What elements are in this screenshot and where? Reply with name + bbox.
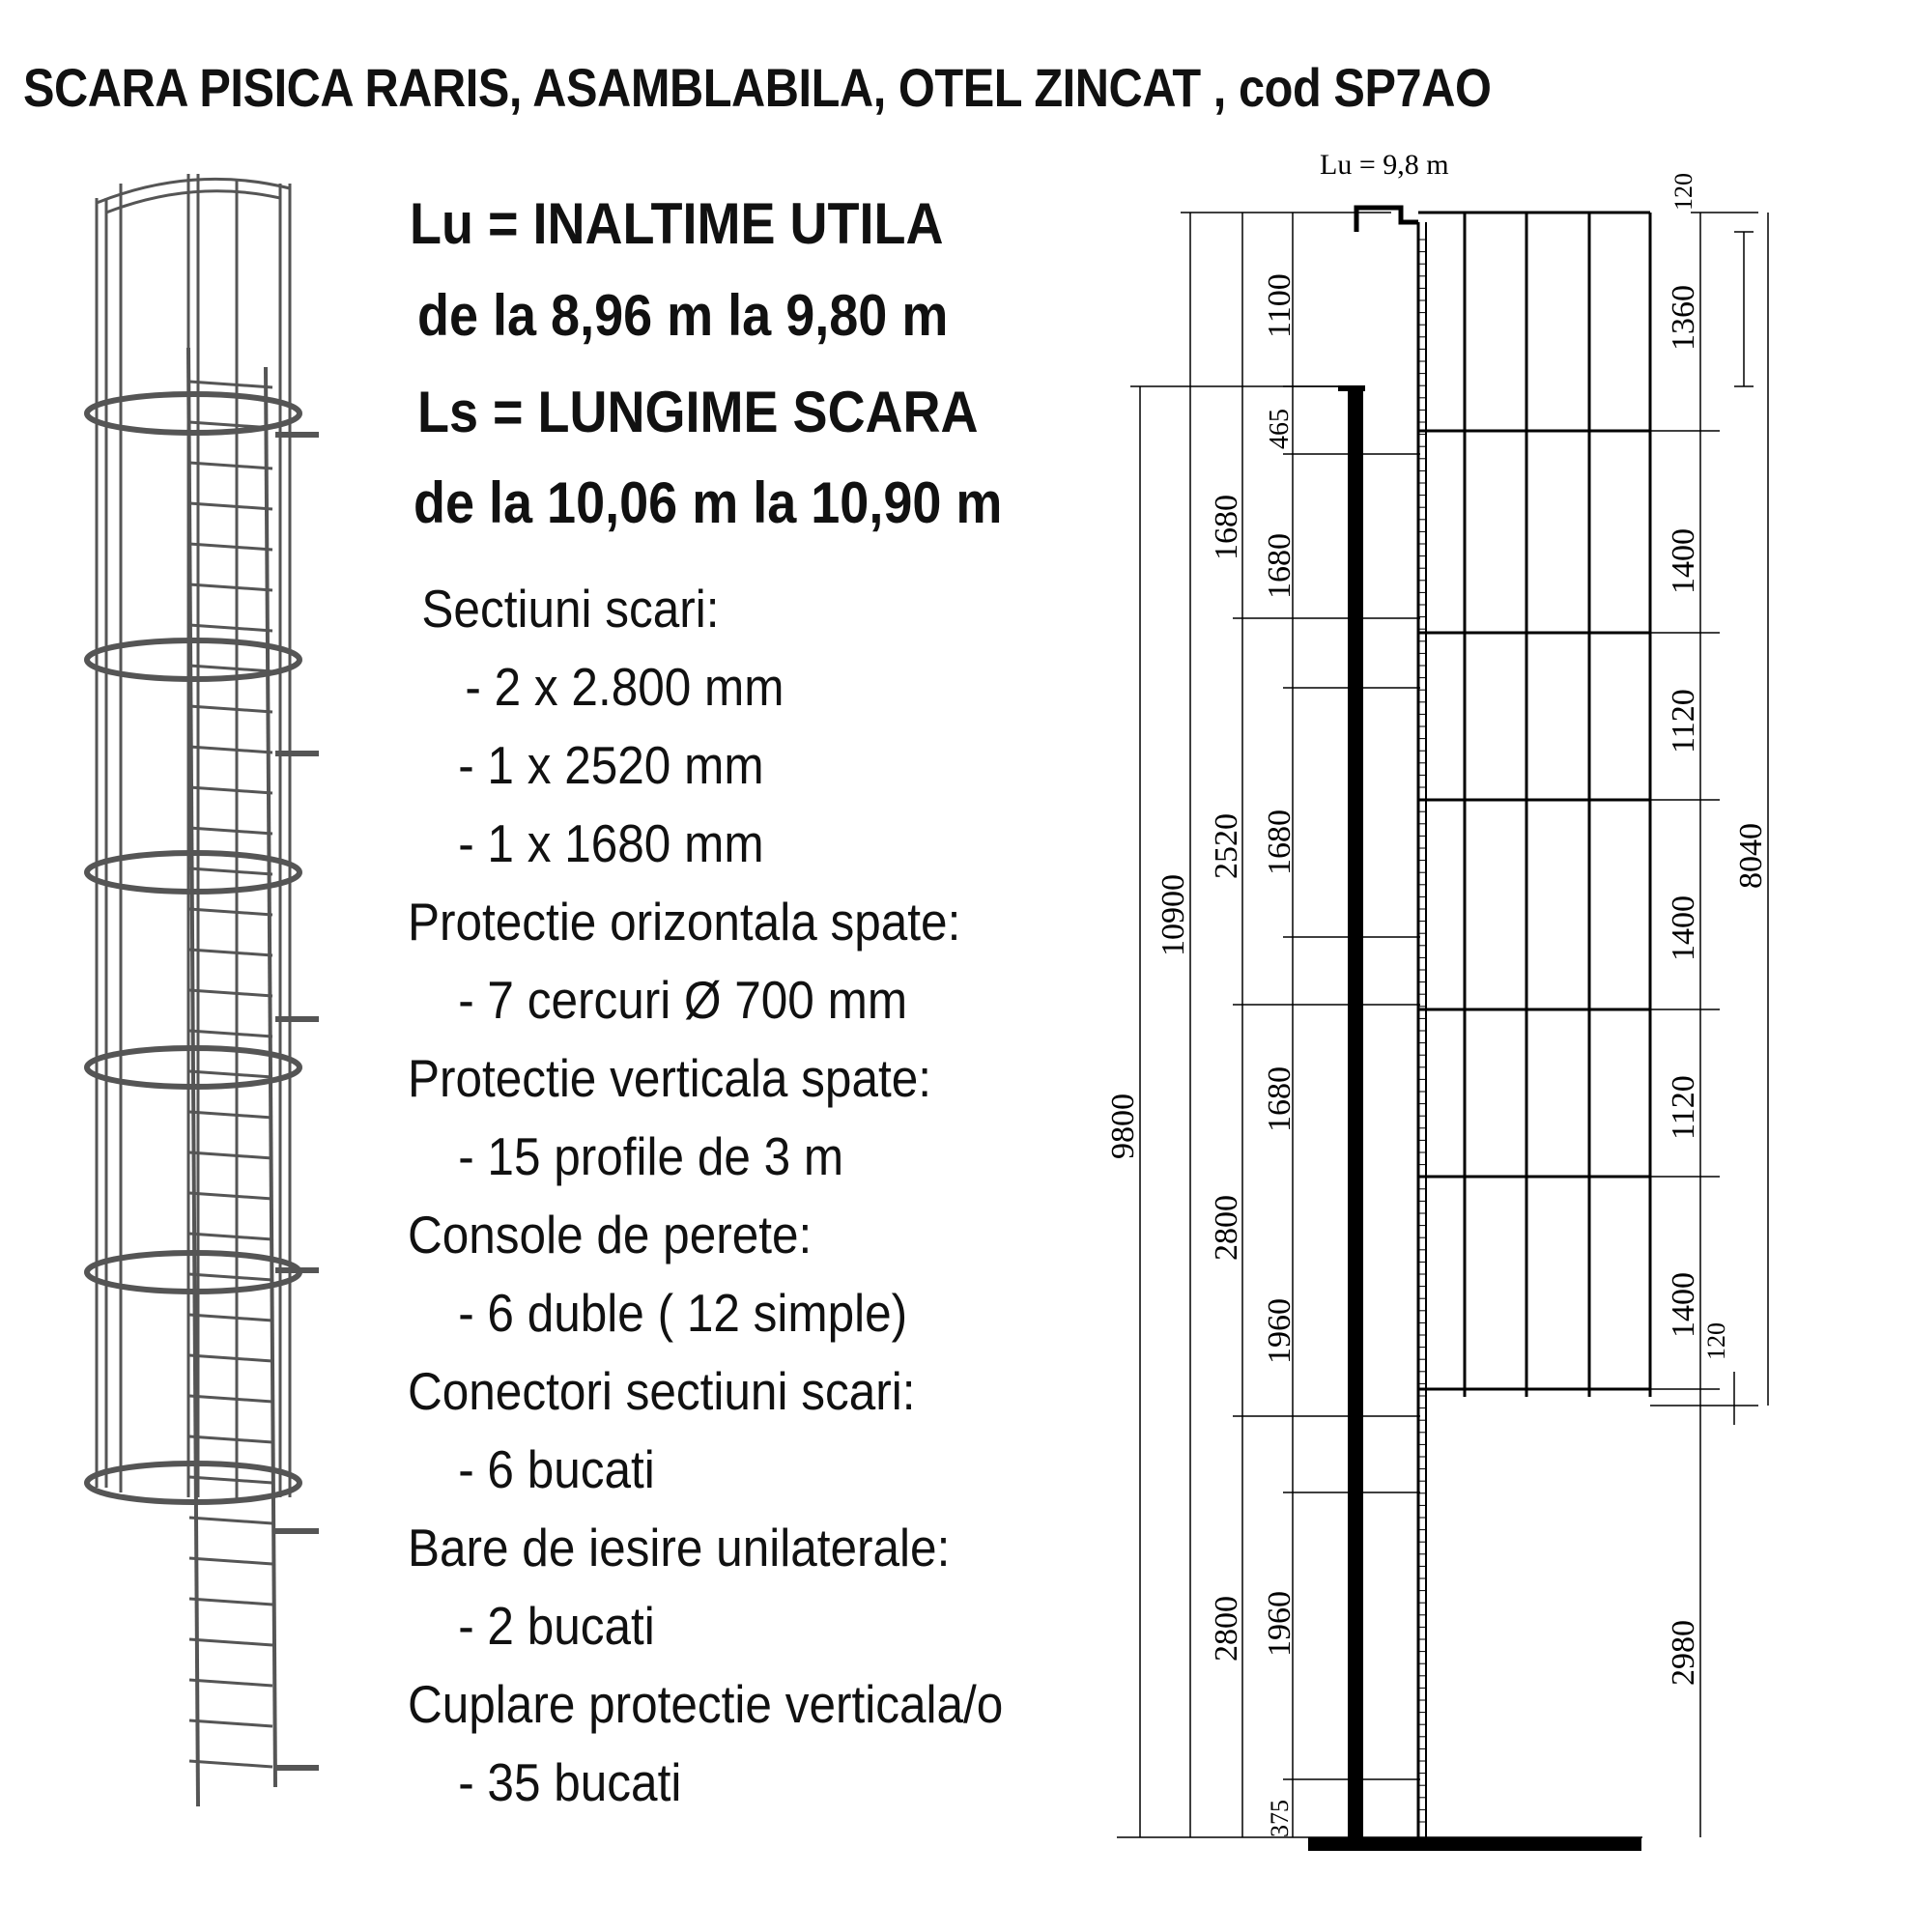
lu-label: Lu = 9,8 m: [1320, 149, 1449, 181]
dim-top-1100: 1100: [1262, 273, 1298, 338]
spec-heading: Bare de iesire unilaterale:: [408, 1518, 951, 1577]
dim-total-length: 10900: [1155, 874, 1191, 956]
spec-item: - 6 bucati: [458, 1439, 655, 1499]
spec-heading: Protectie verticala spate:: [408, 1048, 932, 1108]
ladder-rung: [189, 1396, 272, 1402]
dim-top-465: 465: [1265, 409, 1295, 449]
ladder-rung: [189, 1518, 272, 1523]
ladder-rung: [189, 706, 272, 712]
ladder-rung: [189, 950, 272, 955]
ladder-rung: [189, 1274, 272, 1280]
dim-1960-b: 1960: [1262, 1591, 1298, 1657]
ladder-rung: [189, 1152, 272, 1158]
ladder-rung: [189, 544, 272, 550]
ladder-rung: [189, 1234, 272, 1239]
dim-total-useful: 9800: [1105, 1094, 1141, 1159]
ladder-rung: [189, 1599, 272, 1605]
ladder-rung: [189, 1720, 272, 1726]
ladder-rung: [189, 1071, 272, 1077]
spec-item: - 15 profile de 3 m: [458, 1126, 844, 1186]
ladder-rung: [189, 990, 272, 996]
ladder-rung: [189, 1315, 272, 1321]
spec-heading: Console de perete:: [408, 1205, 813, 1264]
ladder-rung: [189, 1558, 272, 1564]
spec-item: - 1 x 2520 mm: [458, 735, 764, 795]
lu-range: de la 8,96 m la 9,80 m: [417, 283, 949, 348]
dim-c-1120-b: 1120: [1666, 1075, 1701, 1140]
spec-item: - 6 duble ( 12 simple): [458, 1283, 908, 1343]
ls-line: Ls = LUNGIME SCARA: [417, 380, 979, 444]
ladder-rung: [189, 503, 272, 509]
dim-sec-2800-b: 2800: [1209, 1596, 1244, 1662]
dim-c-8040: 8040: [1733, 823, 1769, 889]
spec-heading: Conectori sectiuni scari:: [408, 1361, 916, 1421]
dim-1680-c: 1680: [1262, 1066, 1298, 1132]
ladder-rung: [189, 1193, 272, 1199]
ladder-rung: [189, 584, 272, 590]
ladder-rung: [189, 909, 272, 915]
dim-c-1400-b: 1400: [1666, 895, 1701, 961]
ladder-rung: [189, 1112, 272, 1118]
ladder-rung: [189, 625, 272, 631]
ladder-rung: [189, 463, 272, 469]
dim-sec-2520: 2520: [1209, 813, 1244, 879]
ladder-rung: [189, 1355, 272, 1361]
ladder-rung: [189, 868, 272, 874]
ladder-rung: [189, 1761, 272, 1767]
dim-sec-2800-a: 2800: [1209, 1195, 1244, 1261]
ladder-rung: [189, 666, 272, 671]
dim-1960-a: 1960: [1262, 1298, 1298, 1364]
dim-c-1400-a: 1400: [1666, 528, 1701, 594]
ladder-rung: [189, 828, 272, 834]
ladder-rung: [189, 1477, 272, 1483]
spec-heading: Sectiuni scari:: [421, 579, 720, 639]
specification-list: [408, 570, 1103, 1822]
ladder-rung: [189, 1639, 272, 1645]
ladder-rung: [189, 787, 272, 793]
spec-item: - 2 bucati: [458, 1596, 655, 1656]
dim-sec-top: 1680: [1209, 495, 1244, 560]
spec-heading: Cuplare protectie verticala/o: [408, 1674, 1004, 1734]
ladder-rung: [189, 747, 272, 753]
ladder-technical-drawing: [1101, 145, 1911, 1855]
ladder-rung: [189, 1680, 272, 1686]
ladder-rung: [189, 382, 272, 387]
ladder-rung: [189, 1436, 272, 1442]
spec-item: - 7 cercuri Ø 700 mm: [458, 970, 908, 1030]
spec-heading: Protectie orizontala spate:: [408, 892, 961, 952]
spec-item: - 2 x 2.800 mm: [465, 657, 784, 717]
ls-range: de la 10,06 m la 10,90 m: [414, 470, 1003, 535]
lu-line: Lu = INALTIME UTILA: [410, 191, 944, 256]
dim-1680-b: 1680: [1262, 810, 1298, 875]
dim-c-120-bottom: 120: [1702, 1322, 1730, 1360]
dim-c-1360: 1360: [1666, 285, 1701, 351]
ladder-3d-illustration: [0, 145, 348, 1826]
dim-c-1400-c: 1400: [1666, 1272, 1701, 1338]
spec-item: - 1 x 1680 mm: [458, 813, 764, 873]
dim-c-1120-a: 1120: [1666, 689, 1701, 753]
ladder-rung: [189, 422, 272, 428]
page-title: SCARA PISICA RARIS, ASAMBLABILA, OTEL ZINCAT , cod SP7AO: [23, 57, 1492, 118]
dim-top-120: 120: [1669, 173, 1697, 211]
dim-bottom-375: 375: [1266, 1800, 1294, 1837]
ladder-rung: [189, 1031, 272, 1037]
dim-1680-a: 1680: [1262, 533, 1298, 599]
spec-item: - 35 bucati: [458, 1752, 682, 1812]
dim-c-2980: 2980: [1666, 1620, 1701, 1686]
